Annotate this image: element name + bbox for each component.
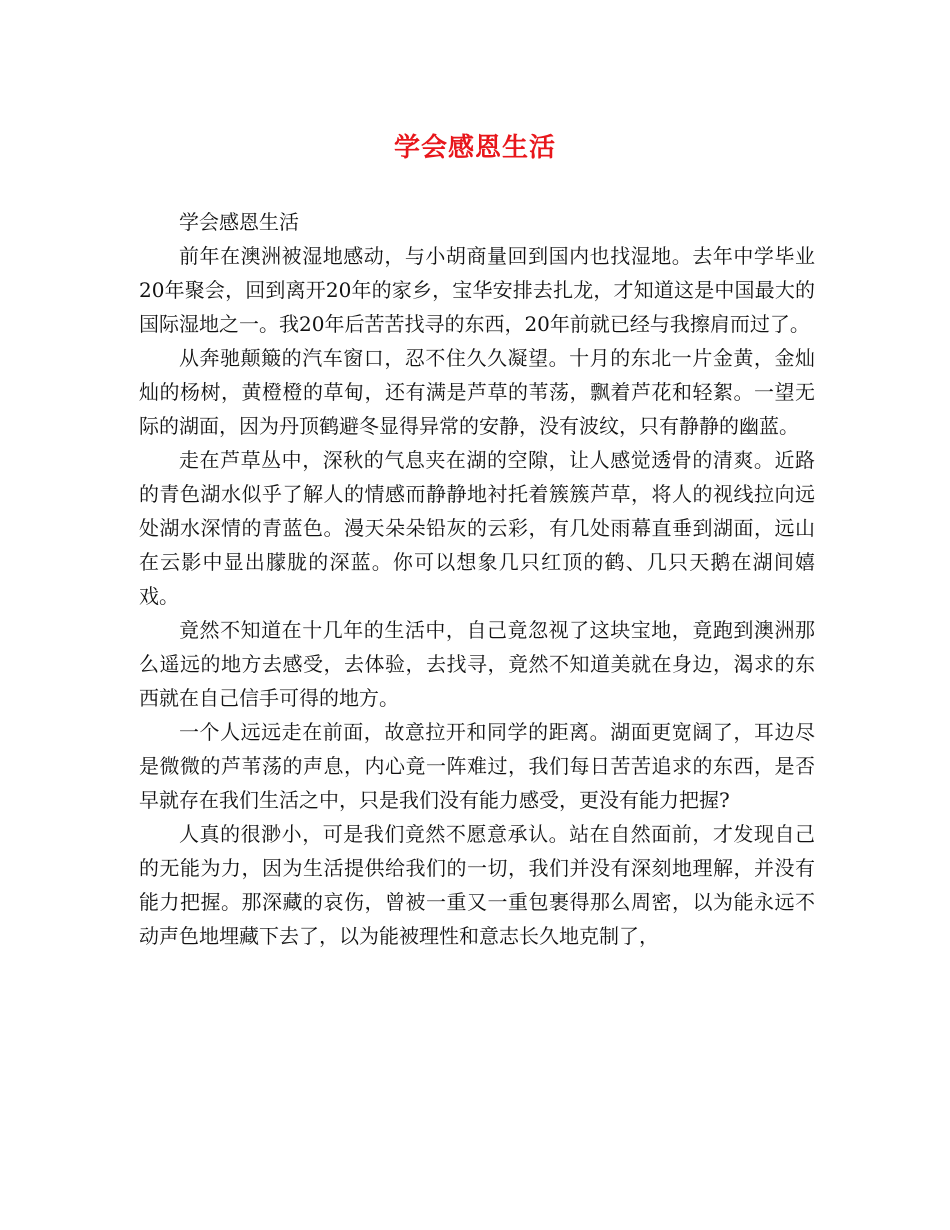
document-body [139, 205, 815, 953]
paragraph-subtitle: 学会感恩生活 [179, 210, 299, 234]
paragraph-1: 前年在澳洲被湿地感动，与小胡商量回到国内也找湿地。去年中学毕业20年聚会，回到离开20年的家乡，宝华安排去扎龙，才知道这是中国最大的国际湿地之一。我20年后苦苦找寻的东西，20年前就已经与我擦肩而过了。 [139, 244, 815, 336]
paragraph-6: 人真的很渺小，可是我们竟然不愿意承认。站在自然面前，才发现自己的无能为力，因为生活提供给我们的一切，我们并没有深刻地理解，并没有能力把握。那深藏的哀伤，曾被一重又一重包裹得那么周密，以为能永远不动声色地埋藏下去了，以为能被理性和意志长久地克制了， [139, 822, 815, 948]
paragraph-2: 从奔驰颠簸的汽车窗口，忍不住久久凝望。十月的东北一片金黄，金灿灿的杨树，黄橙橙的草甸，还有满是芦草的苇荡，飘着芦花和轻絮。一望无际的湖面，因为丹顶鹤避冬显得异常的安静，没有波纹，只有静静的幽蓝。 [139, 346, 815, 438]
paragraph-4: 竟然不知道在十几年的生活中，自己竟忽视了这块宝地，竟跑到澳洲那么遥远的地方去感受，去体验，去找寻，竟然不知道美就在身边，渴求的东西就在自己信手可得的地方。 [139, 618, 815, 710]
document-title: 学会感恩生活 [393, 133, 556, 163]
paragraph-5: 一个人远远走在前面，故意拉开和同学的距离。湖面更宽阔了，耳边尽是微微的芦苇荡的声息，内心竟一阵难过，我们每日苦苦追求的东西，是否早就存在我们生活之中，只是我们没有能力感受，更没有能力把握? [139, 720, 815, 812]
paragraph-3: 走在芦草丛中，深秋的气息夹在湖的空隙，让人感觉透骨的清爽。近路的青色湖水似乎了解人的情感而静静地衬托着簇簇芦草，将人的视线拉向远处湖水深情的青蓝色。漫天朵朵铅灰的云彩，有几处雨幕直垂到湖面，远山在云影中显出朦胧的深蓝。你可以想象几只红顶的鹤、几只天鹅在湖间嬉戏。 [139, 448, 815, 608]
